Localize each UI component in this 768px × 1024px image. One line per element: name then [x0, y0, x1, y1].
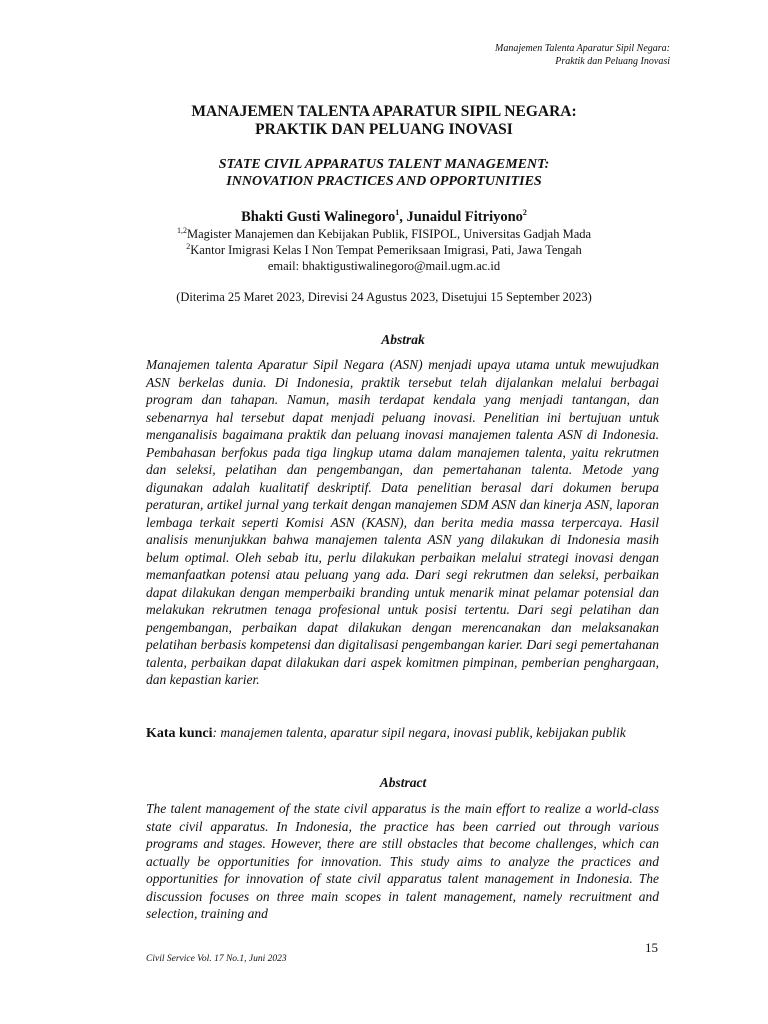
running-header-line2: Praktik dan Peluang Inovasi — [555, 56, 670, 67]
author-affiliation-marker: 2 — [522, 208, 527, 218]
title-block — [110, 103, 658, 305]
abstrak-heading: Abstrak — [381, 332, 425, 347]
author-separator: , — [399, 209, 407, 225]
affiliation-marker: 2 — [186, 241, 191, 251]
paper-title-english-line1: STATE CIVIL APPARATUS TALENT MANAGEMENT: — [218, 157, 550, 172]
paper-title — [110, 103, 658, 139]
keywords-label: Kata kunci — [146, 726, 213, 741]
journal-footer: Civil Service Vol. 17 No.1, Juni 2023 — [146, 954, 287, 964]
paper-title-english-line2: INNOVATION PRACTICES AND OPPORTUNITIES — [226, 174, 542, 189]
running-header — [495, 42, 670, 68]
submission-dates: (Diterima 25 Maret 2023, Direvisi 24 Agustus 2023, Disetujui 15 September 2023) — [176, 290, 592, 304]
keywords — [146, 724, 659, 743]
author-name: Bhakti Gusti Walinegoro — [241, 209, 396, 225]
keywords-text: manajemen talenta, aparatur sipil negara, inovasi publik, kebijakan publik — [217, 725, 626, 740]
keywords-colon: : — [212, 725, 218, 740]
affiliation-marker: 1,2 — [176, 225, 187, 235]
paper-title-line1: MANAJEMEN TALENTA APARATUR SIPIL NEGARA: — [191, 103, 577, 120]
paper-title-line2: PRAKTIK DAN PELUANG INOVASI — [255, 121, 513, 138]
author-list — [110, 209, 658, 226]
page-number: 15 — [645, 940, 658, 955]
abstrak-text: Manajemen talenta Aparatur Sipil Negara (ASN) menjadi upaya utama untuk mewujudkan ASN berkelas dunia. Di Indonesia, praktik tersebut telah dijalankan melalui berbagai program dan tahapan. Namun, masih terdapat kendala yang menjadi tantangan, dan sebenarnya hal tersebut dapat menjadi peluang inovasi. Penelitian ini bertujuan untuk menganalisis bagaimana praktik dan peluang inovasi manajemen talenta ASN di Indonesia. Pembahasan berfokus pada tiga lingkup utama dalam manajemen talenta, yaitu rekrutmen dan seleksi, pelatihan dan pengembangan, dan pemertahanan talenta. Metode yang digunakan adalah kualitatif deskriptif. Data penelitian berasal dari dokumen berupa peraturan, artikel jurnal yang terkait dengan manajemen SDM ASN dan kinerja ASN, laporan lembaga terkait seperti Komisi ASN (KASN), dan berita media massa terpercaya. Hasil analisis menunjukkan bahwa manajemen talenta ASN yang dilakukan di Indonesia masih belum optimal. Oleh sebab itu, perlu dilakukan perbaikan melalui strategi inovasi dengan memanfaatkan potensi atau peluang yang ada. Dari segi rekrutmen dan seleksi, perbaikan dapat dilakukan dengan memperbaiki branding untuk menarik minat pelamar potensial dan melakukan rekrutmen tenaga profesional untuk posisi tertentu. Dari segi pelatihan dan pengembangan, perbaikan dapat dilakukan dengan merencanakan dan melaksanakan pelatihan berbasis kompetensi dan digitalisasi pengembangan karier. Dari segi pemertahanan talenta, perbaikan dapat dilakukan dari aspek komitmen pimpinan, pemberian penghargaan, dan kepastian karier. — [146, 357, 659, 687]
running-header-line1: Manajemen Talenta Aparatur Sipil Negara: — [495, 43, 670, 54]
abstract-text: The talent management of the state civil apparatus is the main effort to realize a world-class state civil apparatus. In Indonesia, the practice has been carried out through various programs and stages. However, there are still obstacles that become challenges, which can actually be opportunities for innovation. This study aims to analyze the practices and opportunities for innovation of state civil apparatus talent management in Indonesia. The discussion focuses on three main scopes in talent management, namely recruitment and selection, training and — [146, 801, 659, 921]
affiliation-2 — [110, 242, 658, 258]
paper-title-english — [110, 156, 658, 190]
author-affiliation-marker: 1 — [395, 208, 400, 218]
affiliation-1 — [110, 226, 658, 242]
affiliation-text: Magister Manajemen dan Kebijakan Publik, FISIPOL, Universitas Gadjah Mada — [186, 227, 592, 241]
affiliation-text: Kantor Imigrasi Kelas I Non Tempat Pemeriksaan Imigrasi, Pati, Jawa Tengah — [190, 243, 582, 257]
author-email: email: bhaktigustiwalinegoro@mail.ugm.ac.id — [267, 259, 501, 273]
abstract-heading: Abstract — [379, 775, 427, 790]
author-name: Junaidul Fitriyono — [406, 209, 523, 225]
